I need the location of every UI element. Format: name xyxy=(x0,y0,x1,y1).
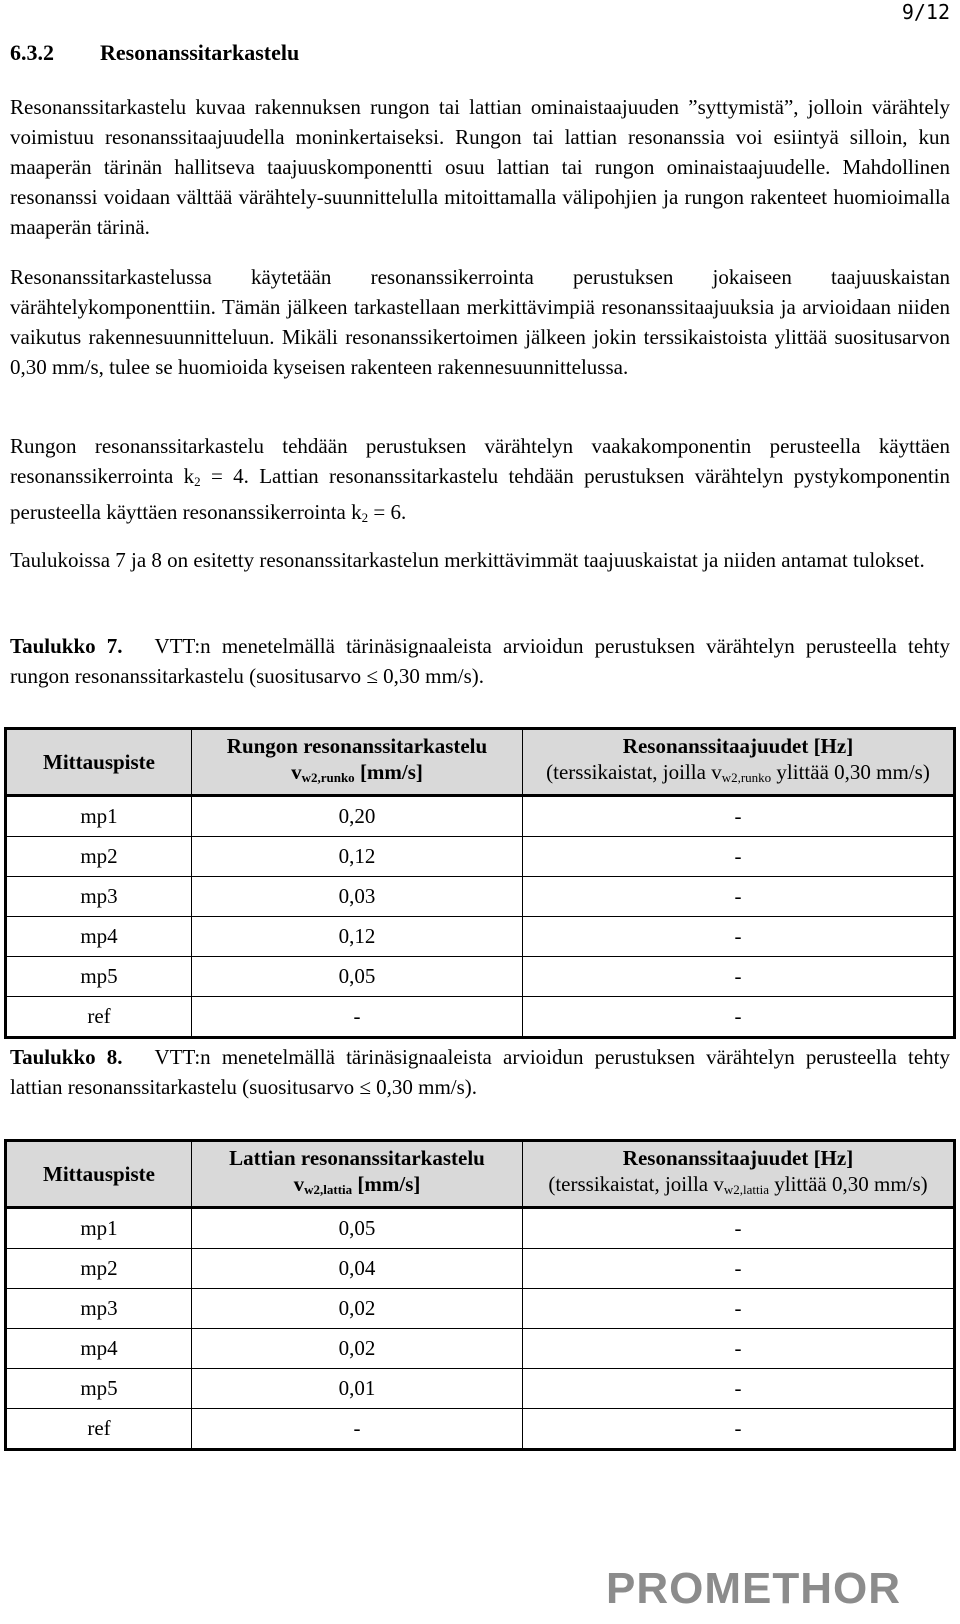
promethor-logo xyxy=(606,1565,926,1614)
table7-caption-text: VTT:n menetelmällä tärinäsignaaleista arvioidun perustuksen värähtelyn perusteella tehty rungon resonanssitarkastelu (suositusarvo ≤ 0,30 mm/s). xyxy=(10,634,950,688)
table7 xyxy=(4,727,956,1039)
paragraph-coefficients xyxy=(10,431,950,533)
table-row: mp5 0,01 - xyxy=(6,1369,955,1409)
table8-caption-label: Taulukko 8. xyxy=(10,1045,123,1069)
coef-sub-2: 2 xyxy=(361,510,369,525)
table-row: mp1 0,20 - xyxy=(6,796,955,837)
table-row: ref - - xyxy=(6,1409,955,1450)
paragraph-tables-ref: Taulukoissa 7 ja 8 on esitetty resonanssitarkastelun merkittävimmät taajuuskaistat ja niiden antamat tulokset. xyxy=(10,548,925,572)
coef-text-b: = 4. Lattian resonanssitarkastelu tehdään perustuksen värähtelyn pystykomponentin perusteella käyttäen resonanssikerrointa k xyxy=(10,464,950,524)
table-row: mp2 0,04 - xyxy=(6,1249,955,1289)
table-row: mp3 0,03 - xyxy=(6,877,955,917)
table7-caption-label: Taulukko 7. xyxy=(10,634,123,658)
table8-caption xyxy=(10,1042,950,1102)
table-row: mp3 0,02 - xyxy=(6,1289,955,1329)
table-row: mp2 0,12 - xyxy=(6,837,955,877)
paragraph-intro: Resonanssitarkastelu kuvaa rakennuksen rungon tai lattian ominaistaajuuden ”syttymistä”, jolloin värähtely voimistuu resonanssitaajuudella moninkertaiseksi. Rungon tai lattian resonanssia voi esiintyä silloin, kun maaperän tärinän hallitseva taajuuskomponentti osuu lattian tai rungon ominaistaajuudelle. Mahdollinen resonanssi voidaan välttää värähtely-suunnittelulla mitoittamalla välipohjien ja rungon rakenteet huomioimalla maaperän tärinä. xyxy=(10,95,950,239)
table7-header-row xyxy=(6,729,955,796)
table-row: mp4 0,02 - xyxy=(6,1329,955,1369)
promethor-logo-icon xyxy=(606,1565,926,1609)
table-row: mp5 0,05 - xyxy=(6,957,955,997)
table8-header-point: Mittauspiste xyxy=(6,1141,192,1208)
table7-caption xyxy=(10,631,950,691)
table8-header-freq: Resonanssitaajuudet [Hz] (terssikaistat, joilla $v_{w2,lattia}$ ylittää 0,30 mm/s) xyxy=(523,1141,955,1208)
page-number: 9/12 xyxy=(901,0,950,24)
table8-header-value: Lattian resonanssitarkastelu $v_{w2,lattia}$ [mm/s] xyxy=(192,1141,523,1208)
table7-header-freq: Resonanssitaajuudet [Hz] (terssikaistat, joilla $v_{w2,runko}$ ylittää 0,30 mm/s) xyxy=(523,729,955,796)
table7-header-value: Rungon resonanssitarkastelu $v_{w2,runko}$ [mm/s] xyxy=(192,729,523,796)
table8-header-row xyxy=(6,1141,955,1208)
table-row: mp4 0,12 - xyxy=(6,917,955,957)
logo-text: PROMETHOR xyxy=(606,1565,901,1609)
coef-text-a: Rungon resonanssitarkastelu tehdään perustuksen värähtelyn vaakakomponentin perusteella käyttäen resonanssikerrointa k xyxy=(10,434,950,488)
coef-sub-1: 2 xyxy=(194,474,201,489)
table-row: ref - - xyxy=(6,997,955,1038)
coef-text-c: = 6. xyxy=(368,500,407,524)
section-heading xyxy=(10,40,299,66)
table-row: mp1 0,05 - xyxy=(6,1208,955,1249)
table8 xyxy=(4,1139,956,1451)
section-number: 6.3.2 xyxy=(10,40,54,65)
paragraph-method: Resonanssitarkastelussa käytetään resonanssikerrointa perustuksen jokaiseen taajuuskaistan värähtelykomponenttiin. Tämän jälkeen tarkastellaan merkittävimpiä resonanssitaajuuksia ja arvioidaan niiden vaikutus rakennesuunnitteluun. Mikäli resonanssikertoimen jälkeen jokin terssikaistoista ylittää suositusarvon 0,30 mm/s, tulee se huomioida kyseisen rakenteen rakennesuunnittelussa. xyxy=(10,265,950,379)
table8-caption-text: VTT:n menetelmällä tärinäsignaaleista arvioidun perustuksen värähtelyn perusteella tehty lattian resonanssitarkastelu (suositusarvo ≤ 0,30 mm/s). xyxy=(10,1045,950,1099)
section-title: Resonanssitarkastelu xyxy=(100,40,300,65)
table7-header-point: Mittauspiste xyxy=(6,729,192,796)
